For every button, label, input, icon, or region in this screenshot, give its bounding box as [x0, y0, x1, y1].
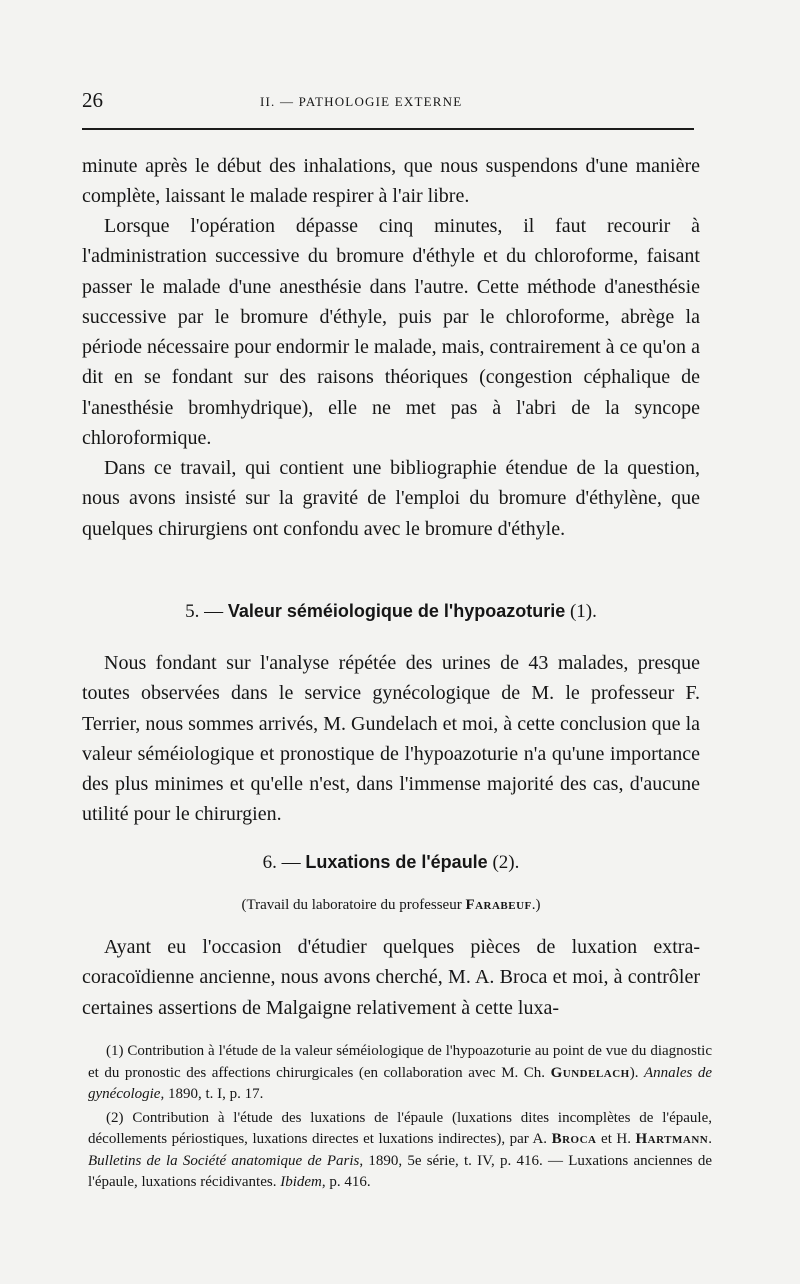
footnote-1-text: (1) Contribution à l'étude de la valeur séméiologique de l'hypoazoturie au point de vue du diagnostic et du pronostic des affections chirurgicales (en collaboration avec M. Ch.	[88, 1043, 712, 1081]
section-6-heading	[82, 852, 700, 874]
footnote-2-journal: Bulletins de la Société anatomique de Paris	[88, 1152, 360, 1169]
paragraph-2: Lorsque l'opération dépasse cinq minutes, il faut recourir à l'administration successive du bromure d'éthyle et du chloroforme, faisant passer le malade d'une anesthésie dans l'autre. Cette méthode d'anesthésie successive par le bromure d'éthyle, puis par le chloroforme, abrège la période nécessaire pour endormir le malade, mais, contrairement à ce qu'on a dit en se fondant sur des raisons théoriques (congestion céphalique de l'anesthésie bromhydrique), elle ne met pas à l'abri de la syncope chloroformique.	[82, 215, 700, 450]
section-5-title: Valeur séméiologique de l'hypoazoturie	[227, 601, 566, 621]
footnote-1-text-b: ).	[629, 1064, 644, 1081]
section-5-heading	[82, 601, 700, 623]
section-6-title: Luxations de l'épaule	[305, 852, 488, 872]
footnote-2-text-b: et H.	[596, 1131, 636, 1147]
page-number: 26	[82, 88, 103, 112]
footnote-2-author-1: Broca	[551, 1131, 597, 1147]
footnote-2-ibidem: Ibidem	[280, 1174, 322, 1190]
section-6-subnote	[82, 897, 700, 914]
subnote-prefix: (Travail du laboratoire du professeur	[241, 897, 462, 913]
paragraph-5: Ayant eu l'occasion d'étudier quelques pièces de luxation extra-coracoïdienne ancienne, nous avons cherché, M. A. Broca et moi, à contrôler certaines assertions de Malgaigne relativement à cette luxa-	[82, 936, 700, 1019]
footnote-2-citation: , 1890, 5e série, t. IV, p. 416. — Luxations anciennes de l'épaule, luxations récidivantes.	[88, 1152, 712, 1190]
footnote-2	[88, 1108, 712, 1194]
subnote-name: Farabeuf	[465, 897, 532, 913]
running-head: II. — PATHOLOGIE EXTERNE	[260, 94, 463, 109]
footnote-1-journal: Annales de gynécologie	[88, 1064, 713, 1102]
footnote-1	[88, 1041, 712, 1106]
paragraph-1: minute après le début des inhalations, que nous suspendons d'une manière complète, laissant le malade respirer à l'air libre.	[82, 155, 700, 208]
footnote-1-author: Gundelach	[550, 1064, 630, 1081]
paragraph-3: Dans ce travail, qui contient une bibliographie étendue de la question, nous avons insisté sur la gravité de l'emploi du bromure d'éthylène, que quelques chirurgiens ont confondu avec le bromure d'éthyle.	[82, 457, 700, 540]
footnotes	[88, 1041, 712, 1196]
footnote-2-author-2: Hartmann	[635, 1131, 709, 1147]
section-5-number: 5. —	[185, 601, 224, 622]
footnote-2-text: (2) Contribution à l'étude des luxations de l'épaule (luxations dites incomplètes de l'épaule, décollements périostiques, luxations directes et luxations indirectes), par A.	[88, 1109, 712, 1147]
header-rule	[82, 128, 694, 130]
paragraph-4: Nous fondant sur l'analyse répétée des urines de 43 malades, presque toutes observées dans le service gynécologique de M. le professeur F. Terrier, nous sommes arrivés, M. Gundelach et moi, à cette conclusion que la valeur séméiologique et pronostique de l'hypoazoturie n'a qu'une importance des plus minimes et qu'elle n'est, dans l'immense majorité des cas, d'aucune utilité pour le chirurgien.	[82, 652, 700, 826]
subnote-suffix: .)	[531, 897, 541, 913]
footnote-2-text-c: .	[708, 1131, 712, 1147]
page-header	[82, 88, 694, 114]
footnote-2-page: , p. 416.	[321, 1174, 371, 1190]
section-6-number: 6. —	[262, 852, 301, 873]
section-5-footnote-ref: (1).	[569, 601, 597, 622]
footnote-1-citation: , 1890, t. I, p. 17.	[160, 1086, 264, 1102]
section-6-footnote-ref: (2).	[492, 852, 520, 873]
